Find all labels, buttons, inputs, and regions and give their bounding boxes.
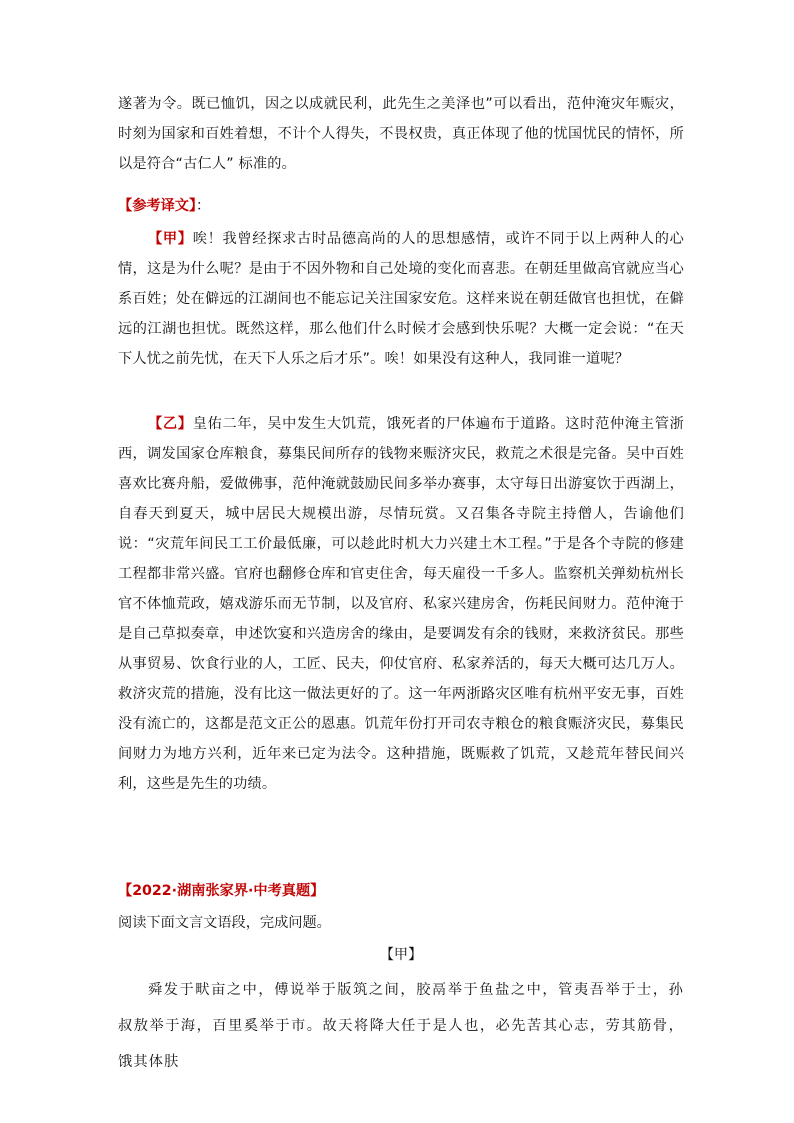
- reading-instruction: 阅读下面文言文语段，完成问题。: [118, 915, 331, 931]
- translation-yi-label: 【乙】: [148, 416, 193, 432]
- classical-text-jia: 舜发于畎亩之中，傅说举于版筑之间，胶鬲举于鱼盐之中，管夷吾举于士，孙叔敖举于海，百里奚举于市。故天将降大任于是人也，必先苦其心志，劳其筋骨，饿其体肤: [118, 982, 684, 1070]
- reference-translation-heading: [118, 191, 210, 221]
- translation-jia-text: 唉！我曾经探求古时品德高尚的人的思想感情，或许不同于以上两种人的心情，这是为什么呢？是由于不因外物和自己处境的变化而喜悲。在朝廷里做高官就应当心系百姓；处在僻远的江湖间也不能忘记关注国家安危。这样来说在朝廷做官也担忧，在僻远的江湖也担忧。既然这样，那么他们什么时候才会感到快乐呢？大概一定会说：“在天下人忧之前先忧，在天下人乐之后才乐”。唉！如果没有这种人，我同谁一道呢？: [118, 231, 684, 367]
- translation-jia-label: 【甲】: [148, 231, 193, 247]
- translation-jia-paragraph: [118, 224, 684, 374]
- exam-source-heading: 【2022·湖南张家界·中考真题】: [118, 883, 325, 899]
- translation-yi-paragraph: [118, 409, 684, 799]
- analysis-continuation: 遂著为令。既已恤饥，因之以成就民利，此先生之美泽也”可以看出，范仲淹灾年赈灾，时刻为国家和百姓着想，不计个人得失，不畏权贵，真正体现了他的忧国忧民的情怀，所以是符合“古仁人” 标准的。: [118, 96, 684, 172]
- reference-translation-colon: ：: [196, 198, 211, 214]
- translation-yi-text: 皇佑二年，吴中发生大饥荒，饿死者的尸体遍布于道路。这时范仲淹主管浙西，调发国家仓库粮食，募集民间所存的钱物来赈济灾民，救荒之术很是完备。吴中百姓喜欢比赛舟船，爱做佛事，范仲淹就鼓励民间多举办赛事，太守每日出游宴饮于西湖上，自春天到夏天，城中居民大规模出游，尽情玩赏。又召集各寺院主持僧人，告谕他们说：“灾荒年间民工工价最低廉，可以趁此时机大力兴建土木工程。”于是各个寺院的修建工程都非常兴盛。官府也翻修仓库和官吏住舍，每天雇役一千多人。监察机关弹劾杭州长官不体恤荒政，嬉戏游乐而无节制，以及官府、私家兴建房舍，伤耗民间财力。范仲淹于是自己草拟奏章，申述饮宴和兴造房舍的缘由，是要调发有余的钱财，来救济贫民。那些从事贸易、饮食行业的人，工匠、民夫，仰仗官府、私家养活的，每天大概可达几万人。救济灾荒的措施，没有比这一做法更好的了。这一年两浙路灾区唯有杭州平安无事，百姓没有流亡的，这都是范文正公的恩惠。饥荒年份打开司农寺粮仓的粮食赈济灾民，募集民间财力为地方兴利，近年来已定为法令。这种措施，既赈救了饥荒，又趁荒年替民间兴利，这些是先生的功绩。: [118, 416, 684, 792]
- reference-translation-label: 【参考译文】: [118, 198, 197, 214]
- classical-text-jia-label: 【甲】: [379, 947, 423, 963]
